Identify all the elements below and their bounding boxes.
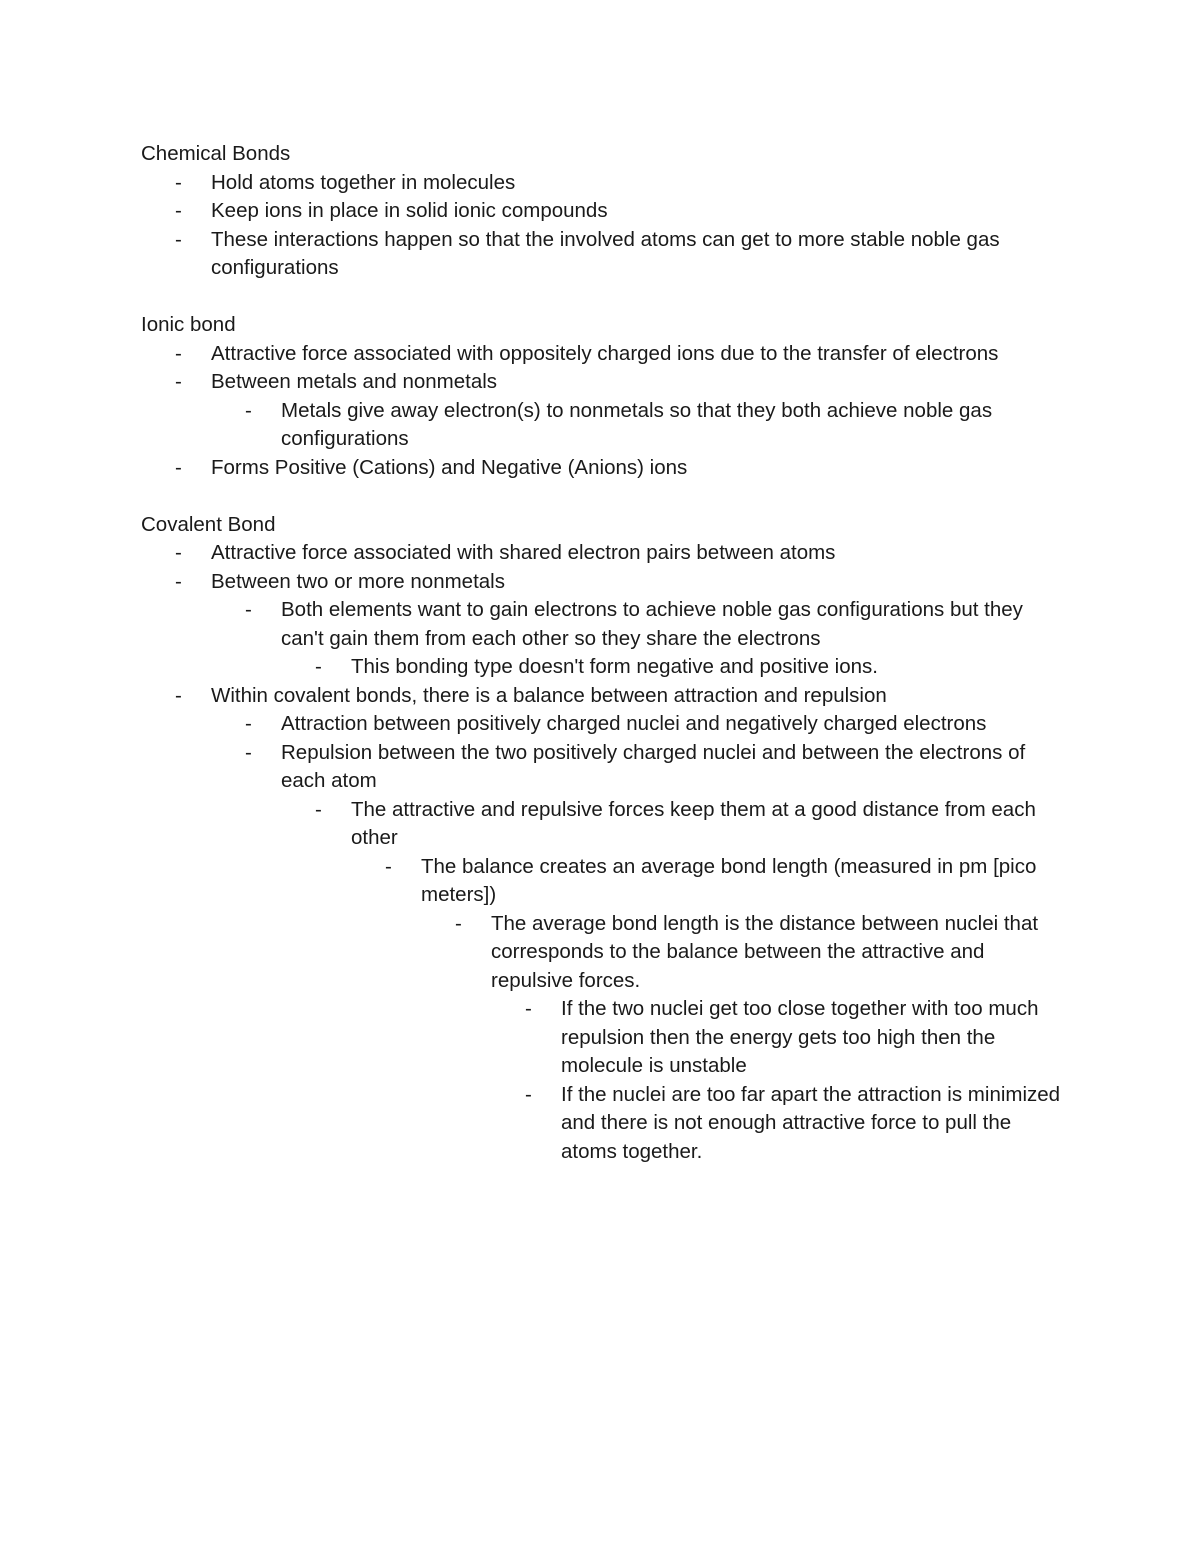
section <box>141 140 1061 283</box>
list-item-text: - These interactions happen so that the involved atoms can get to more stable noble gas configurations <box>211 227 1000 279</box>
list-item-text: - The average bond length is the distance between nuclei that corresponds to the balance between the attractive and repulsive forces. <box>491 911 1039 992</box>
list-item <box>141 539 1061 568</box>
bullet-list-level-1 <box>141 340 1061 483</box>
bullet-list-level-1 <box>141 539 1061 1166</box>
bullet-list-level-3 <box>281 796 1061 1167</box>
list-item-text: - Keep ions in place in solid ionic compounds <box>211 199 608 222</box>
section-heading: Chemical Bonds <box>141 142 291 165</box>
list-item <box>491 1081 1061 1167</box>
list-item <box>211 397 1061 454</box>
list-item <box>141 340 1061 369</box>
bullet-list-level-6 <box>491 995 1061 1166</box>
list-item-text: - Repulsion between the two positively charged nuclei and between the electrons of each atom <box>281 740 1026 792</box>
list-item-text: - Attractive force associated with oppositely charged ions due to the transfer of electrons <box>211 341 999 365</box>
list-item <box>141 226 1061 283</box>
bullet-list-level-5 <box>421 910 1061 1167</box>
bullet-list-level-2 <box>211 397 1061 454</box>
list-item <box>421 910 1061 1167</box>
list-item <box>141 368 1061 454</box>
list-item-text: - If the two nuclei get too close together with too much repulsion then the energy gets too high then the molecule is unstable <box>561 997 1039 1077</box>
list-item <box>281 653 1061 682</box>
bullet-list-level-3 <box>281 653 1061 682</box>
list-item-text: - The attractive and repulsive forces keep them at a good distance from each other <box>351 797 1036 849</box>
list-item-text: - Hold atoms together in molecules <box>211 170 516 194</box>
list-item <box>211 710 1061 739</box>
list-item-text: - Attraction between positively charged nuclei and negatively charged electrons <box>281 712 987 735</box>
section-heading: Ionic bond <box>141 313 236 336</box>
list-item <box>351 853 1061 1167</box>
section <box>141 511 1061 1167</box>
list-item-text: - Within covalent bonds, there is a balance between attraction and repulsion <box>211 683 887 707</box>
list-item <box>281 796 1061 1167</box>
bullet-list-level-2 <box>211 710 1061 1166</box>
list-item-text: - Forms Positive (Cations) and Negative (Anions) ions <box>211 455 688 479</box>
list-item <box>141 169 1061 198</box>
list-item <box>141 682 1061 1167</box>
bullet-list-level-1 <box>141 169 1061 283</box>
document-page <box>141 140 1061 1195</box>
section-heading: Covalent Bond <box>141 512 276 536</box>
list-item-text: - Between metals and nonmetals <box>211 370 498 393</box>
list-item-text: - Metals give away electron(s) to nonmetals so that they both achieve noble gas configurations <box>281 398 993 450</box>
list-item <box>211 596 1061 682</box>
list-item-text: - Both elements want to gain electrons to achieve noble gas configurations but they can't gain them from each other so they share the electrons <box>281 598 1023 650</box>
list-item <box>211 739 1061 1167</box>
bullet-list-level-4 <box>351 853 1061 1167</box>
list-item-text: - Attractive force associated with shared electron pairs between atoms <box>211 541 836 564</box>
list-item-text: - The balance creates an average bond length (measured in pm [pico meters]) <box>421 854 1037 906</box>
list-item <box>141 454 1061 483</box>
list-item-text: - If the nuclei are too far apart the attraction is minimized and there is not enough attractive force to pull the atoms together. <box>561 1082 1061 1163</box>
list-item <box>141 197 1061 226</box>
bullet-list-level-2 <box>211 596 1061 682</box>
list-item <box>491 995 1061 1081</box>
list-item-text: - Between two or more nonmetals <box>211 569 505 593</box>
list-item <box>141 568 1061 682</box>
section <box>141 311 1061 482</box>
list-item-text: - This bonding type doesn't form negative and positive ions. <box>351 655 878 678</box>
